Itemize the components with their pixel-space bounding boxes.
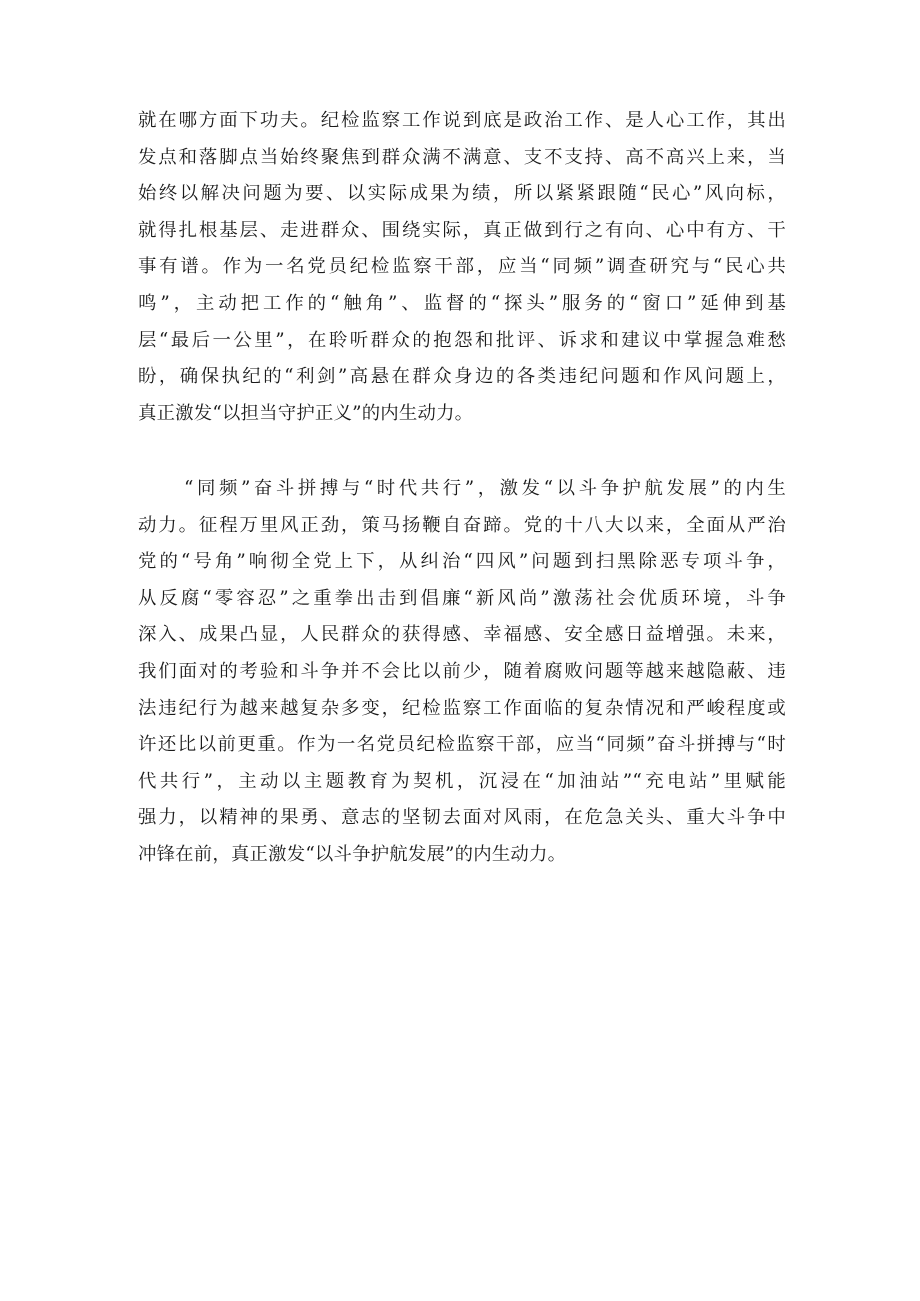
text-line: 我们面对的考验和斗争并不会比以前少，随着腐败问题等越来越隐蔽、违 bbox=[138, 660, 786, 682]
text-line: 就在哪方面下功夫。纪检监察工作说到底是政治工作、是人心工作，其出 bbox=[138, 110, 786, 131]
text-line: 始终以解决问题为要、以实际成果为绩，所以紧紧跟随“民心”风向标， bbox=[138, 183, 786, 205]
text-line-indented: “同频”奋斗拼搏与“时代共行”，激发“以斗争护航发展”的内生 bbox=[184, 478, 786, 499]
paragraph-2 bbox=[138, 471, 786, 874]
text-line: 许还比以前更重。作为一名党员纪检监察干部，应当“同频”奋斗拼搏与“时 bbox=[138, 734, 786, 756]
text-line: 就得扎根基层、走进群众、围绕实际，真正做到行之有向、心中有方、干 bbox=[138, 219, 786, 241]
text-line: 盼，确保执纪的“利剑”高悬在群众身边的各类违纪问题和作风问题上， bbox=[138, 366, 786, 388]
text-line: 冲锋在前，真正激发“以斗争护航发展”的内生动力。 bbox=[138, 843, 567, 865]
text-line: 从反腐“零容忍”之重拳出击到倡廉“新风尚”激荡社会优质环境，斗争 bbox=[138, 587, 786, 609]
text-line: 真正激发“以担当守护正义”的内生动力。 bbox=[138, 402, 474, 424]
paragraph-1 bbox=[138, 103, 786, 432]
text-line: 事有谱。作为一名党员纪检监察干部，应当“同频”调查研究与“民心共 bbox=[138, 256, 786, 278]
text-line: 动力。征程万里风正劲，策马扬鞭自奋蹄。党的十八大以来，全面从严治 bbox=[138, 514, 786, 536]
text-line: 鸣”，主动把工作的“触角”、监督的“探头”服务的“窗口”延伸到基 bbox=[138, 292, 786, 314]
text-line: 层“最后一公里”，在聆听群众的抱怨和批评、诉求和建议中掌握急难愁 bbox=[138, 329, 786, 351]
text-line: 强力，以精神的果勇、意志的坚韧去面对风雨，在危急关头、重大斗争中 bbox=[138, 807, 786, 829]
text-line: 深入、成果凸显，人民群众的获得感、幸福感、安全感日益增强。未来， bbox=[138, 624, 786, 646]
text-line: 发点和落脚点当始终聚焦到群众满不满意、支不支持、高不高兴上来，当 bbox=[138, 146, 786, 168]
text-line: 法违纪行为越来越复杂多变，纪检监察工作面临的复杂情况和严峻程度或 bbox=[138, 697, 786, 719]
text-line: 党的“号角”响彻全党上下，从纠治“四风”问题到扫黑除恶专项斗争， bbox=[138, 551, 786, 573]
text-line: 代共行”，主动以主题教育为契机，沉浸在“加油站”“充电站”里赋能 bbox=[138, 770, 786, 792]
